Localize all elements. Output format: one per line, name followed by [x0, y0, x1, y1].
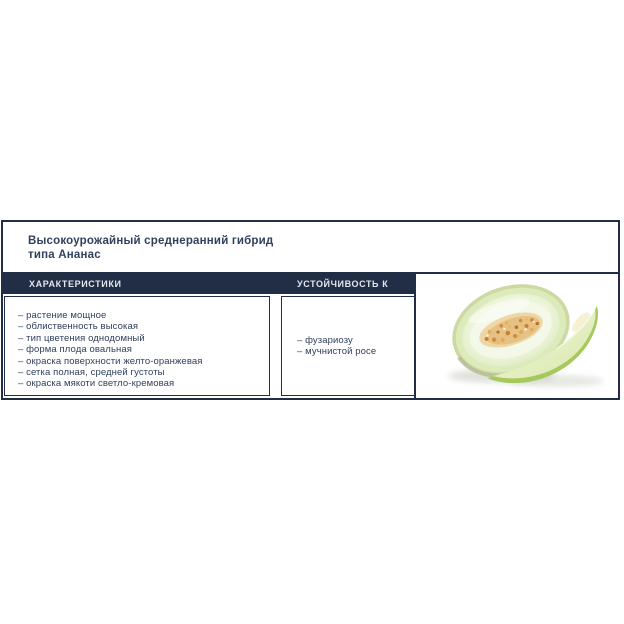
product-spec-card	[1, 220, 620, 400]
characteristic-item: – сетка полная, средней густоты	[18, 367, 165, 379]
card-title-line2: типа Ананас	[28, 249, 101, 261]
resistance-box	[281, 296, 415, 396]
card-title-line1: Высокоурожайный среднеранний гибрид	[28, 235, 274, 247]
characteristics-list	[5, 297, 269, 390]
characteristic-item: – тип цветения однодомный	[18, 332, 145, 344]
resistance-header: УСТОЙЧИВОСТЬ К	[297, 279, 389, 289]
characteristics-box	[4, 296, 270, 396]
resistance-list	[282, 335, 414, 358]
characteristic-item: – растение мощное	[18, 310, 107, 321]
characteristics-header: ХАРАКТЕРИСТИКИ	[29, 279, 122, 289]
characteristic-item: – облиственность высокая	[18, 321, 139, 333]
card-title	[28, 234, 273, 262]
table-header-bar	[3, 274, 414, 294]
resistance-item: – мучнистой росе	[297, 346, 377, 357]
melon-photo	[414, 274, 618, 398]
melon-illustration	[416, 274, 618, 396]
characteristic-item: – форма плода овальная	[18, 344, 132, 356]
characteristic-item: – окраска поверхности желто-оранжевая	[18, 355, 203, 367]
title-row	[3, 222, 618, 272]
characteristic-item: – окраска мякоти светло-кремовая	[18, 378, 175, 390]
resistance-item: – фузариозу	[297, 334, 353, 346]
